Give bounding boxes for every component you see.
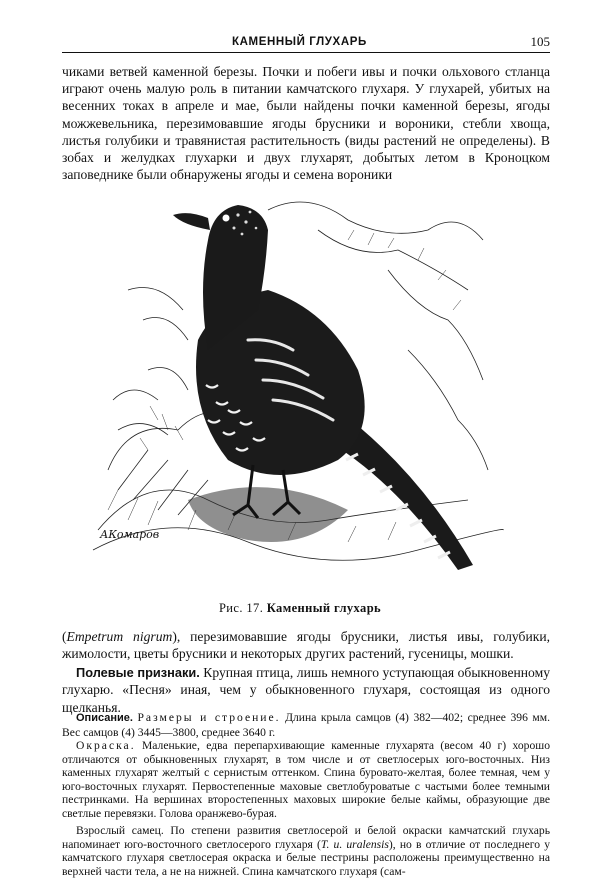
field-marks-text: Крупная птица, лишь немного уступающая обыкновенному глухарю. «Песня» иная, чем у обыкновенного глухаря, состоящая из одного щелканья. [62,665,550,715]
after-figure-text: ), перезимовавшие ягоды брусники, листья ивы, голубики, жимолости, цветы брусники и некоторых других растений, гусеницы, мошки. [62,629,551,662]
caption-number: 17. [246,601,264,615]
measurements-subhead: Размеры и строение. [137,711,281,724]
page-header [62,36,550,53]
description-paragraph [62,711,550,739]
after-figure-paragraph: (Empetrum nigrum), перезимовавшие ягоды брусники, листья ивы, голубики, жимолости, цветы брусники и некоторых других растений, гусеницы, мошки. [62,629,551,662]
coloration-paragraph [62,739,550,821]
coloration-subhead: Окраска. [76,739,136,752]
measurements-text: Длина крыла самцов (4) 382—402; среднее 396 мм. Вес самцов (4) 3445—3800, среднее 3640 г. [62,711,550,739]
bird-illustration [88,170,508,590]
figure-caption [0,601,600,616]
capercaillie-drawing [88,170,508,590]
latin-name: Empetrum nigrum [66,629,173,644]
field-marks-paragraph [62,664,550,716]
running-title: КАМЕННЫЙ ГЛУХАРЬ [232,36,367,48]
page-number: 105 [530,34,550,49]
adult-male-paragraph [62,824,550,878]
field-marks-lead: Полевые признаки. [76,665,200,680]
top-paragraph: чиками ветвей каменной березы. Почки и побеги ивы и почки ольхового стланца играют очень малую роль в питании камчатского глухаря. У глухарей, убитых на весенних токах в апреле и мае, были найдены почки каменной березы, ягоды можжевельника, перезимовавшие ягоды брусники и вороники, стебли хвоща, листья голубики и травянистая растительность (виды растений не определены). В зобах и желудках глухарки и двух глухарят, добытых летом в Кроноцком заповеднике были обнаружены ягоды и семена вороники [62,64,550,183]
description-lead: Описание. [76,712,133,724]
illustrator-signature: АКомаров [100,528,160,541]
adult-male-text-a: Взрослый самец. По степени развития светлосерой и белой окраски камчатский глухарь напоминает юго-восточного светлосерого глухаря ( [62,824,550,851]
caption-prefix: Рис. [218,601,243,615]
caption-text: Каменный глухарь [266,601,382,615]
coloration-text: Маленькие, едва перепархивающие каменные глухарята (весом 40 г) хорошо отличаются от обыкновенных глухарят, в том числе и от светлосерых юго-восточных. Низ каменных глухарят желтый с сернистым оттенком. Спина буровато-желтая, более темная, чем у юго-восточных глухарят. Первостепенные маховые светлобуроватые с частыми более темными пестринками. На вершинах второстепенных маховых широкие белые каймы, образующие две светлые перевязки. Голова оранжево-бурая. [62,739,550,820]
adult-male-latin: T. u. uralensis [320,837,389,851]
adult-male-text-b: ), но в отличие от последнего у камчатского глухаря светлосерая окраска и белые пестрины расположены преимущественно на верхней части тела, а не на нижней. Спина камчатского глухаря (сам- [62,837,550,878]
